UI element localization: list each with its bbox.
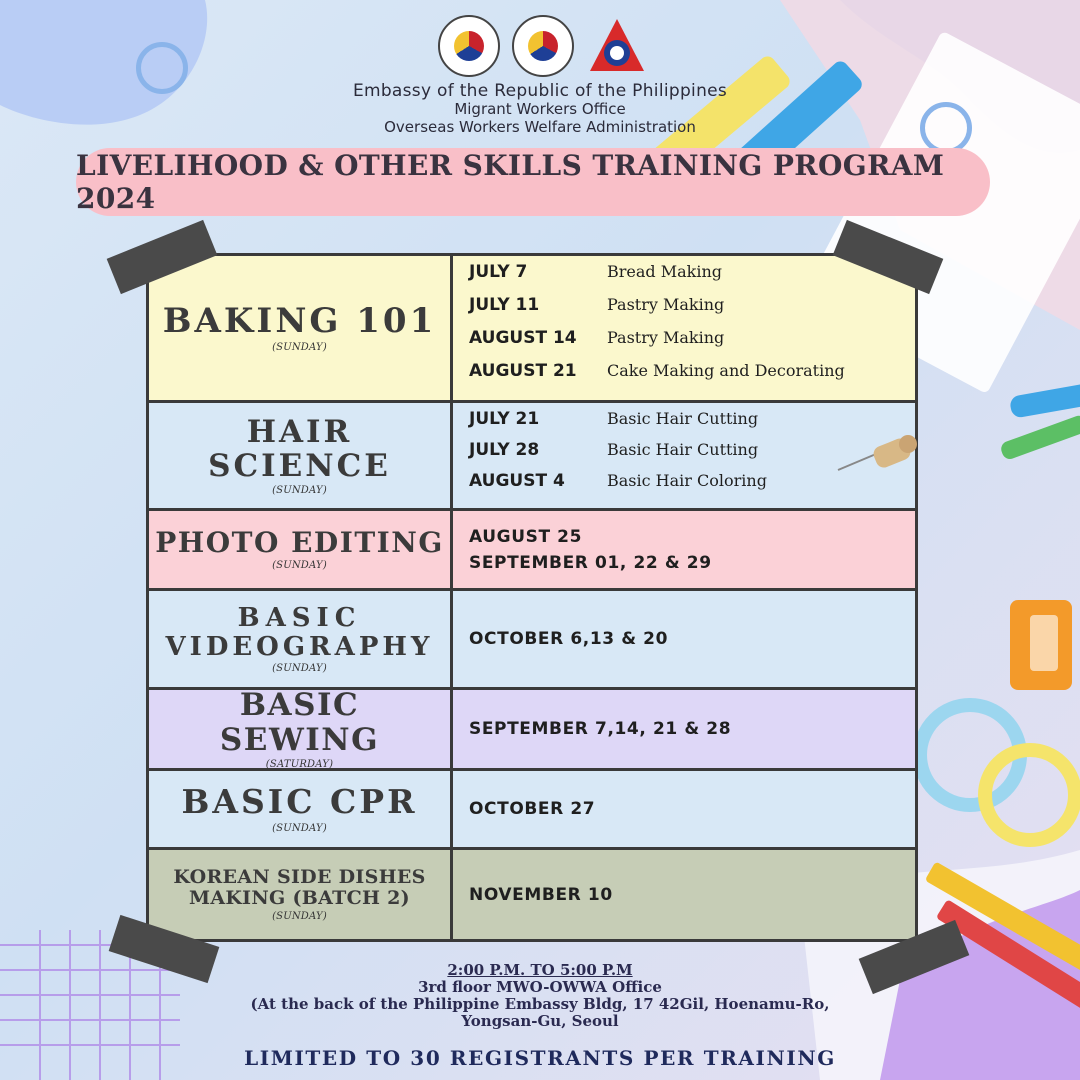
program-row-photo-editing [149, 508, 915, 588]
session-date: AUGUST 14 [469, 328, 577, 348]
venue-line: 3rd floor MWO-OWWA Office [418, 978, 662, 996]
session-row [469, 262, 899, 295]
session-date: JULY 7 [469, 262, 528, 282]
mwo-name: Migrant Workers Office [454, 100, 626, 118]
program-row-baking [149, 256, 915, 400]
program-row-cpr [149, 768, 915, 847]
program-dates: OCTOBER 27 [469, 799, 596, 819]
program-name: PHOTO EDITING [155, 525, 444, 559]
program-name: BASIC CPR [181, 782, 418, 822]
program-schedule-cell [453, 591, 915, 687]
session-row [469, 471, 899, 502]
program-dates: SEPTEMBER 7,14, 21 & 28 [469, 719, 732, 739]
program-name-cell [149, 256, 453, 400]
training-time: 2:00 P.M. TO 5:00 P.M [447, 961, 633, 979]
session-date: JULY 28 [469, 440, 540, 460]
program-day: (SUNDAY) [272, 560, 327, 572]
owwa-name: Overseas Workers Welfare Administration [384, 118, 696, 136]
program-schedule-cell [453, 256, 915, 400]
venue-line: Yongsan-Gu, Seoul [461, 1012, 619, 1030]
program-name-cell [149, 850, 453, 939]
session-date: AUGUST 21 [469, 361, 577, 381]
venue-line: (At the back of the Philippine Embassy Bldg, 17 42Gil, Hoenamu-Ro, [250, 995, 830, 1013]
session-date: JULY 21 [469, 409, 540, 429]
session-row [469, 440, 899, 471]
training-schedule-table [146, 253, 918, 942]
program-day: (SUNDAY) [272, 342, 327, 354]
program-name-line2: VIDEOGRAPHY [165, 631, 434, 662]
session-date: AUGUST 4 [469, 471, 565, 491]
program-schedule-cell [453, 850, 915, 939]
session-row [469, 361, 899, 394]
program-row-korean-side-dishes [149, 847, 915, 939]
session-row [469, 328, 899, 361]
organization-names [300, 82, 780, 136]
program-dates: OCTOBER 6,13 & 20 [469, 629, 669, 649]
program-row-videography [149, 588, 915, 687]
program-name: BAKING 101 [162, 300, 437, 341]
registrant-limit-notice: LIMITED TO 30 REGISTRANTS PER TRAINING [244, 1046, 836, 1070]
program-day: (SUNDAY) [272, 822, 327, 834]
push-pin-icon [836, 428, 926, 478]
program-day: (SATURDAY) [265, 758, 334, 770]
session-topic: Basic Hair Coloring [607, 471, 767, 490]
page-title: LIVELIHOOD & OTHER SKILLS TRAINING PROGRAM 2024 [76, 148, 990, 216]
program-day: (SUNDAY) [272, 663, 327, 675]
program-name-cell [149, 771, 453, 847]
program-name: HAIR SCIENCE [208, 413, 391, 484]
ring-decor [136, 42, 188, 94]
program-name-cell [149, 687, 453, 770]
program-row-hair-science [149, 400, 915, 508]
session-topic: Basic Hair Cutting [607, 440, 759, 459]
program-name: BASIC SEWING [219, 687, 380, 758]
program-name-cell [149, 511, 453, 588]
program-name-line1: KOREAN SIDE DISHES [173, 866, 426, 889]
session-topic: Pastry Making [607, 295, 725, 314]
embassy-name: Embassy of the Republic of the Philippines [352, 81, 728, 101]
program-dates: NOVEMBER 10 [469, 884, 613, 905]
program-schedule-cell [453, 771, 915, 847]
program-schedule-cell [453, 511, 915, 588]
program-row-sewing [149, 687, 915, 768]
program-day: (SUNDAY) [272, 485, 327, 497]
department-of-migrant-workers-seal-icon [438, 15, 500, 77]
program-schedule-cell [453, 690, 915, 768]
session-date: JULY 11 [469, 295, 540, 315]
footer-info [200, 962, 880, 1030]
session-topic: Basic Hair Cutting [607, 409, 759, 428]
program-dates: SEPTEMBER 01, 22 & 29 [469, 552, 712, 573]
program-name-cell [149, 591, 453, 687]
ring-decor [920, 102, 972, 154]
session-topic: Bread Making [607, 262, 723, 281]
program-name-line1: BASIC [237, 602, 362, 633]
program-name-line2: MAKING (BATCH 2) [189, 887, 410, 909]
program-day: (SUNDAY) [272, 910, 327, 922]
program-name-cell [149, 403, 453, 508]
session-row [469, 409, 899, 440]
session-topic: Cake Making and Decorating [607, 361, 845, 380]
embassy-seal-icon [512, 15, 574, 77]
header-logos [438, 12, 648, 80]
program-dates: AUGUST 25 [469, 526, 583, 547]
session-row [469, 295, 899, 328]
owwa-logo-icon [586, 15, 648, 77]
session-topic: Pastry Making [607, 328, 725, 347]
